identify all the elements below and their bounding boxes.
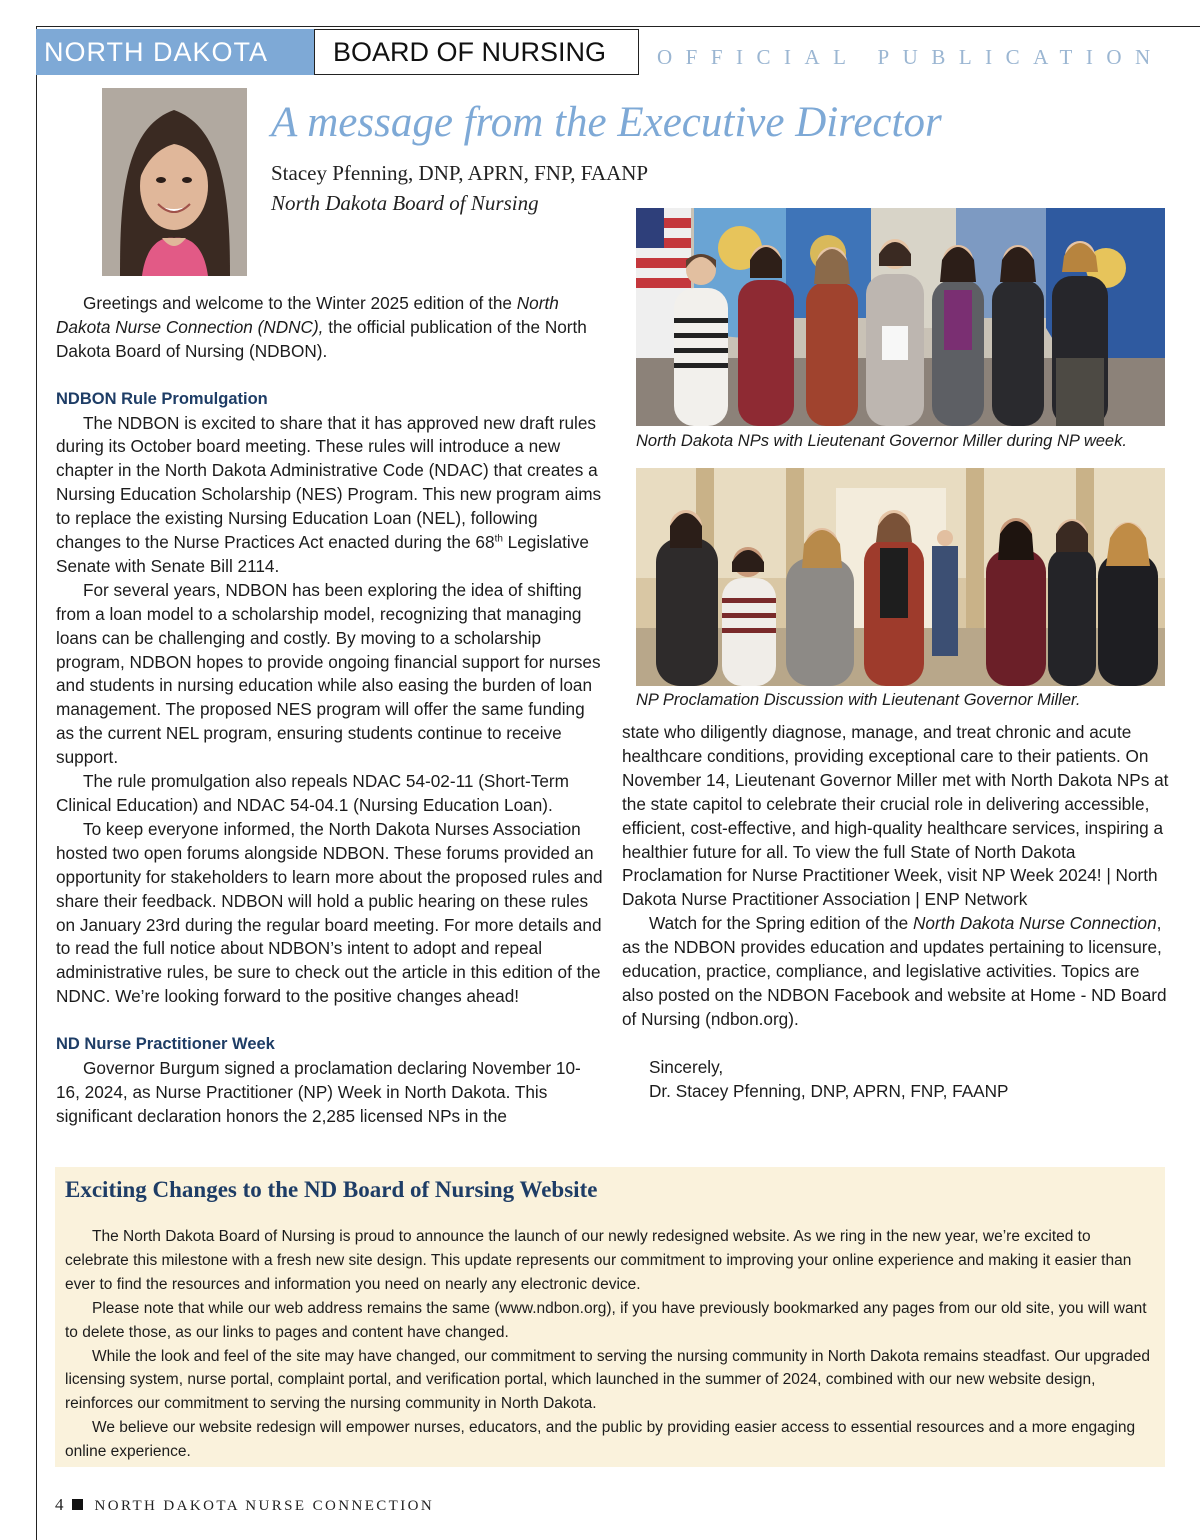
author-name: Stacey Pfenning, DNP, APRN, FNP, FAANP [271, 161, 649, 185]
spring-edition-text-end: , as the NDBON provides education and updates pertaining to licensure, education, practice, compliance, and legislative activities. Topics are also posted on the NDBON Facebook and website at Home - ND Board of Nursing (ndbon.org). [622, 913, 1167, 1029]
rule-paragraph-2: For several years, NDBON has been exploring the idea of shifting from a loan model to a scholarship model, recognizing that managing loans can be challenging and costly. By moving to a scholarship program, NDBON hopes to provide ongoing financial support for nurses and students in nursing education while also easing the burden of loan management. The proposed NES program will offer the same funding as the current NEL program, ensuring students continue to receive support. [56, 579, 601, 768]
rule-paragraph-1 [56, 412, 604, 579]
rule-paragraph-1-text: The NDBON is excited to share that it has approved new draft rules during its October board meeting. These rules will introduce a new chapter in the North Dakota Administrative Code (NDAC) that creates a Nursing Education Scholarship (NES) Program. This new program aims to replace the existing Nursing Education Loan (NEL), following changes to the Nurse Practices Act enacted during the 68 [56, 412, 602, 553]
page-number: 4 [55, 1495, 64, 1514]
spring-edition-publication: North Dakota Nurse Connection [913, 913, 1157, 934]
photo-nps-with-lt-governor [636, 208, 1165, 426]
website-changes-box [55, 1167, 1165, 1467]
footer-publication: NORTH DAKOTA NURSE CONNECTION [94, 1498, 435, 1514]
section-heading-rule-promulgation: NDBON Rule Promulgation [56, 389, 268, 408]
signature: Dr. Stacey Pfenning, DNP, APRN, FNP, FAANP [649, 1080, 1009, 1101]
photo-caption-1: North Dakota NPs with Lieutenant Governor Miller during NP week. [636, 432, 1127, 450]
masthead-rule [36, 26, 1200, 27]
photo-np-proclamation-discussion [636, 468, 1165, 686]
np-week-paragraph-start: Governor Burgum signed a proclamation declaring November 10-16, 2024, as Nurse Practitioner (NP) Week in North Dakota. This significant declaration honors the 2,285 licensed NPs in the [56, 1057, 581, 1126]
intro-text-end: the official publication of the North Dakota Board of Nursing (NDBON). [56, 316, 587, 361]
website-paragraph-3: While the look and feel of the site may have changed, our commitment to serving the nursing community in North Dakota remains steadfast. Our upgraded licensing system, nurse portal, complaint portal, and verification portal, which launched in the summer of 2024, combined with our new website design, reinforces our commitment to serving the nursing community in North Dakota. [65, 1347, 1150, 1413]
left-margin-rule [36, 26, 37, 1540]
footer-square-icon [72, 1499, 83, 1510]
photo-caption-2: NP Proclamation Discussion with Lieutenant Governor Miller. [636, 691, 1081, 709]
website-changes-body [65, 1225, 1153, 1464]
website-paragraph-1: The North Dakota Board of Nursing is proud to announce the launch of our newly redesigned website. As we ring in the new year, we’re excited to celebrate this milestone with a fresh new site design. This update represents our commitment to improving your online experience and making it easier than ever to find the resources and information you need on nearly any electronic device. [65, 1228, 1132, 1293]
rule-paragraph-3: The rule promulgation also repeals NDAC 54-02-11 (Short-Term Clinical Education) and NDAC 54-04.1 (Nursing Education Loan). [56, 771, 569, 816]
intro-paragraph [56, 292, 604, 364]
masthead-tagline: OFFICIAL PUBLICATION [657, 45, 1164, 69]
website-changes-title: Exciting Changes to the ND Board of Nursing Website [65, 1177, 598, 1202]
author-portrait [102, 88, 247, 276]
intro-text: Greetings and welcome to the Winter 2025 edition of the [83, 293, 517, 313]
np-week-paragraph-continued: state who diligently diagnose, manage, and treat chronic and acute healthcare conditions, providing exceptional care to their patients. On November 14, Lieutenant Governor Miller met with North Dakota NPs at the state capitol to celebrate their crucial role in delivering accessible, efficient, cost-effective, and high-quality healthcare services, inspiring a healthier future for all. To view the full State of North Dakota Proclamation for Nurse Practitioner Week, visit NP Week 2024! | North Dakota Nurse Practitioner Association | ENP Network [622, 722, 1169, 910]
masthead-board: BOARD OF NURSING [314, 29, 639, 75]
spring-edition-paragraph [622, 912, 1170, 1032]
intro-publication-name: North Dakota Nurse Connection (NDNC), [56, 293, 559, 337]
rule-paragraph-1-end: Legislative Senate with Senate Bill 2114. [56, 532, 589, 576]
website-paragraph-4: We believe our website redesign will empower nurses, educators, and the public by providing easier access to essential resources and a more engaging online experience. [65, 1419, 1136, 1461]
page-footer [55, 1495, 434, 1515]
masthead-state: NORTH DAKOTA [36, 29, 314, 75]
spring-edition-text: Watch for the Spring edition of the [649, 913, 914, 934]
article-left-column [56, 292, 604, 1129]
rule-paragraph-4: To keep everyone informed, the North Dakota Nurses Association hosted two open forums alongside NDBON. These forums provided an opportunity for stakeholders to learn more about the proposed rules and share their feedback. NDBON will hold a public hearing on these rules on January 23rd during the regular board meeting. For more details and to read the full notice about NDBON’s intent to adopt and repeal administrative rules, be sure to check out the article in this edition of the NDNC. We’re looking forward to the positive changes ahead! [56, 818, 603, 1007]
closing: Sincerely, [649, 1056, 724, 1077]
ordinal-suffix: th [494, 533, 503, 545]
website-paragraph-2: Please note that while our web address remains the same (www.ndbon.org), if you have previously bookmarked any pages from our old site, you will want to delete those, as our links to pages and content have changed. [65, 1299, 1147, 1341]
section-heading-np-week: ND Nurse Practitioner Week [56, 1035, 275, 1054]
article-right-column [622, 721, 1170, 1103]
author-organization: North Dakota Board of Nursing [271, 191, 539, 215]
headline: A message from the Executive Director [271, 99, 942, 146]
